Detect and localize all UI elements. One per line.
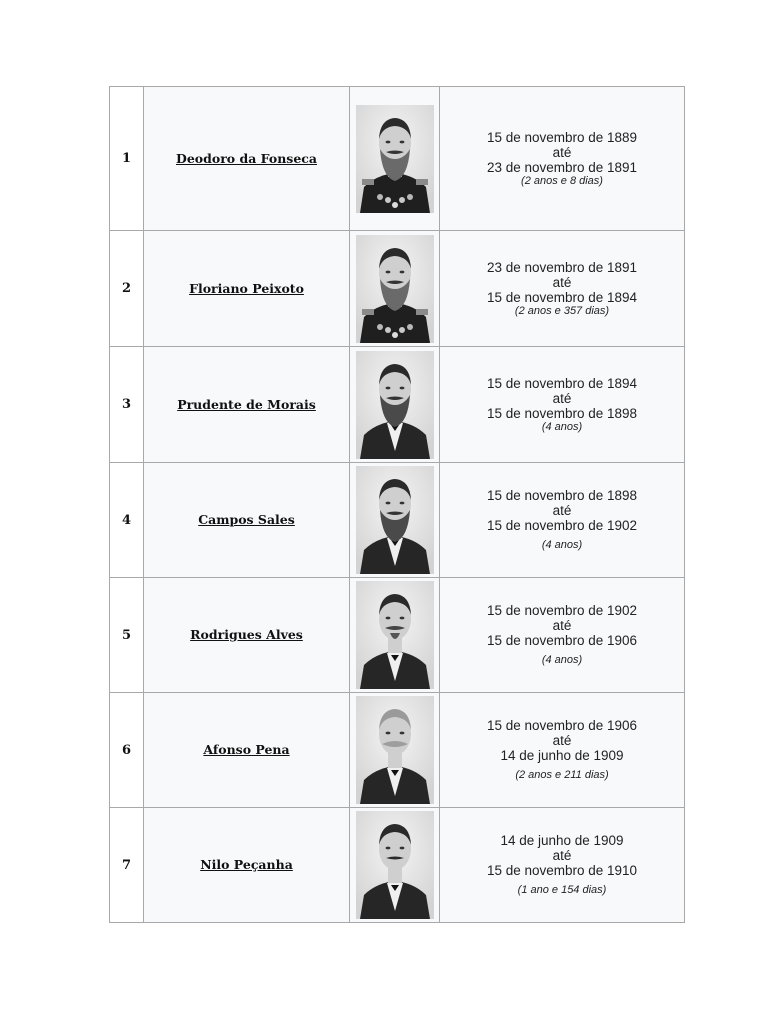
term-duration: (4 anos) [541,539,583,551]
president-name-cell [144,347,350,463]
table-row [110,231,685,347]
term-start: 15 de novembro de 1902 [486,603,638,618]
term-end: 15 de novembro de 1894 [486,289,638,305]
term-duration: (2 anos e 8 dias) [521,174,603,187]
president-name-link[interactable]: Floriano Peixoto [189,280,304,296]
president-photo-cell [350,347,440,463]
president-name-link[interactable]: Nilo Peçanha [200,857,293,872]
table-row [110,578,685,693]
president-portrait [356,466,434,574]
president-number: 1 [110,87,144,231]
president-number: 5 [110,578,144,693]
term-end: 15 de novembro de 1898 [486,405,638,421]
term-cell [440,231,685,347]
term-end: 15 de novembro de 1902 [486,518,638,533]
president-number: 6 [110,693,144,808]
president-name-cell [144,231,350,347]
president-name-cell [144,693,350,808]
president-photo-cell [350,463,440,578]
term-start: 15 de novembro de 1889 [486,129,638,145]
table-row [110,463,685,578]
president-name-link[interactable]: Deodoro da Fonseca [176,150,317,166]
term-cell [440,463,685,578]
term-separator: até [552,733,572,748]
president-portrait [356,235,434,343]
president-photo-cell [350,693,440,808]
term-cell [440,578,685,693]
presidents-table-body [110,87,685,923]
president-photo-cell [350,231,440,347]
table-row [110,808,685,923]
term-cell [440,87,685,231]
president-number: 7 [110,808,144,923]
president-name-link[interactable]: Prudente de Morais [177,396,316,412]
term-separator: até [552,274,572,290]
term-duration: (2 anos e 211 dias) [515,769,609,781]
table-row [110,693,685,808]
term-duration: (1 ano e 154 dias) [517,884,607,896]
term-start: 15 de novembro de 1898 [486,488,638,503]
term-separator: até [552,390,572,406]
president-portrait [356,581,434,689]
table-row [110,347,685,463]
term-end: 15 de novembro de 1910 [486,863,638,878]
president-photo-cell [350,87,440,231]
president-portrait [356,811,434,919]
president-name-cell [144,808,350,923]
term-separator: até [552,618,572,633]
president-portrait [356,696,434,804]
president-number: 2 [110,231,144,347]
term-start: 23 de novembro de 1891 [486,259,638,275]
president-portrait [356,351,434,459]
president-name-link[interactable]: Afonso Pena [203,742,290,757]
president-name-link[interactable]: Rodrigues Alves [190,627,303,642]
term-separator: até [552,848,572,863]
term-duration: (4 anos) [541,654,583,666]
table-row [110,87,685,231]
president-name-cell [144,463,350,578]
president-name-link[interactable]: Campos Sales [198,512,295,527]
president-name-cell [144,87,350,231]
president-photo-cell [350,808,440,923]
president-name-cell [144,578,350,693]
term-cell [440,808,685,923]
term-start: 15 de novembro de 1894 [486,375,638,391]
term-cell [440,693,685,808]
term-end: 23 de novembro de 1891 [486,159,638,175]
president-portrait [356,105,434,213]
term-separator: até [552,144,572,160]
president-number: 3 [110,347,144,463]
president-number: 4 [110,463,144,578]
term-start: 15 de novembro de 1906 [486,718,638,733]
term-separator: até [552,503,572,518]
term-duration: (4 anos) [541,420,583,433]
president-photo-cell [350,578,440,693]
term-start: 14 de junho de 1909 [500,833,624,848]
term-duration: (2 anos e 357 dias) [514,304,610,317]
term-end: 15 de novembro de 1906 [486,633,638,648]
term-cell [440,347,685,463]
presidents-table [109,86,685,923]
term-end: 14 de junho de 1909 [500,748,624,763]
